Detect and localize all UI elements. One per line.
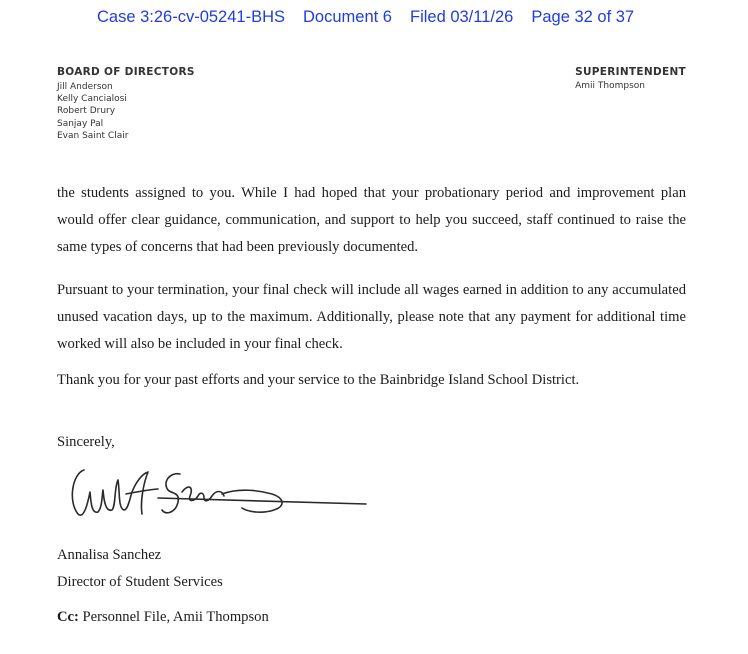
board-member: Robert Drury <box>57 106 116 117</box>
cc-recipients: Personnel File, Amii Thompson <box>78 609 269 625</box>
case-number: Case 3:26-cv-05241-BHS <box>97 8 286 26</box>
sincerely-closing: Sincerely, <box>57 434 115 450</box>
superintendent-block <box>575 66 686 91</box>
body-paragraph-1: the students assigned to you. While I had hoped that your probationary period and improvement plan would offer clear guidance, communication, and support to help you succeed, staff continued to raise the same types of concerns that had been previously documented. <box>57 185 686 255</box>
board-member: Jill Anderson <box>57 82 113 92</box>
signer-name: Annalisa Sanchez <box>57 547 162 563</box>
body-paragraph-2: Pursuant to your termination, your final check will include all wages earned in addition to any accumulated unused vacation days, up to the maximum. Additionally, please note that any payment for additional time worked will also be included in your final check. <box>57 282 686 352</box>
document-number: Document 6 <box>303 8 392 26</box>
board-of-directors <box>57 66 195 142</box>
superintendent-name: Amii Thompson <box>575 81 645 91</box>
filed-date: Filed 03/11/26 <box>409 8 514 26</box>
court-filing-header <box>97 8 652 27</box>
page-number: Page 32 of 37 <box>531 8 635 26</box>
cc-line <box>57 609 269 626</box>
signer-block <box>57 542 223 595</box>
signer-title: Director of Student Services <box>57 573 223 590</box>
board-member: Sanjay Pal <box>57 118 104 129</box>
superintendent-heading: SUPERINTENDENT <box>575 66 686 78</box>
body-paragraph-3: Thank you for your past efforts and your service to the Bainbridge Island School District. <box>57 372 580 388</box>
cc-label: Cc: <box>57 609 79 625</box>
handwritten-signature <box>62 462 372 531</box>
board-member: Kelly Cancialosi <box>57 94 127 105</box>
board-heading: BOARD OF DIRECTORS <box>57 66 195 78</box>
board-member: Evan Saint Clair <box>57 130 129 141</box>
